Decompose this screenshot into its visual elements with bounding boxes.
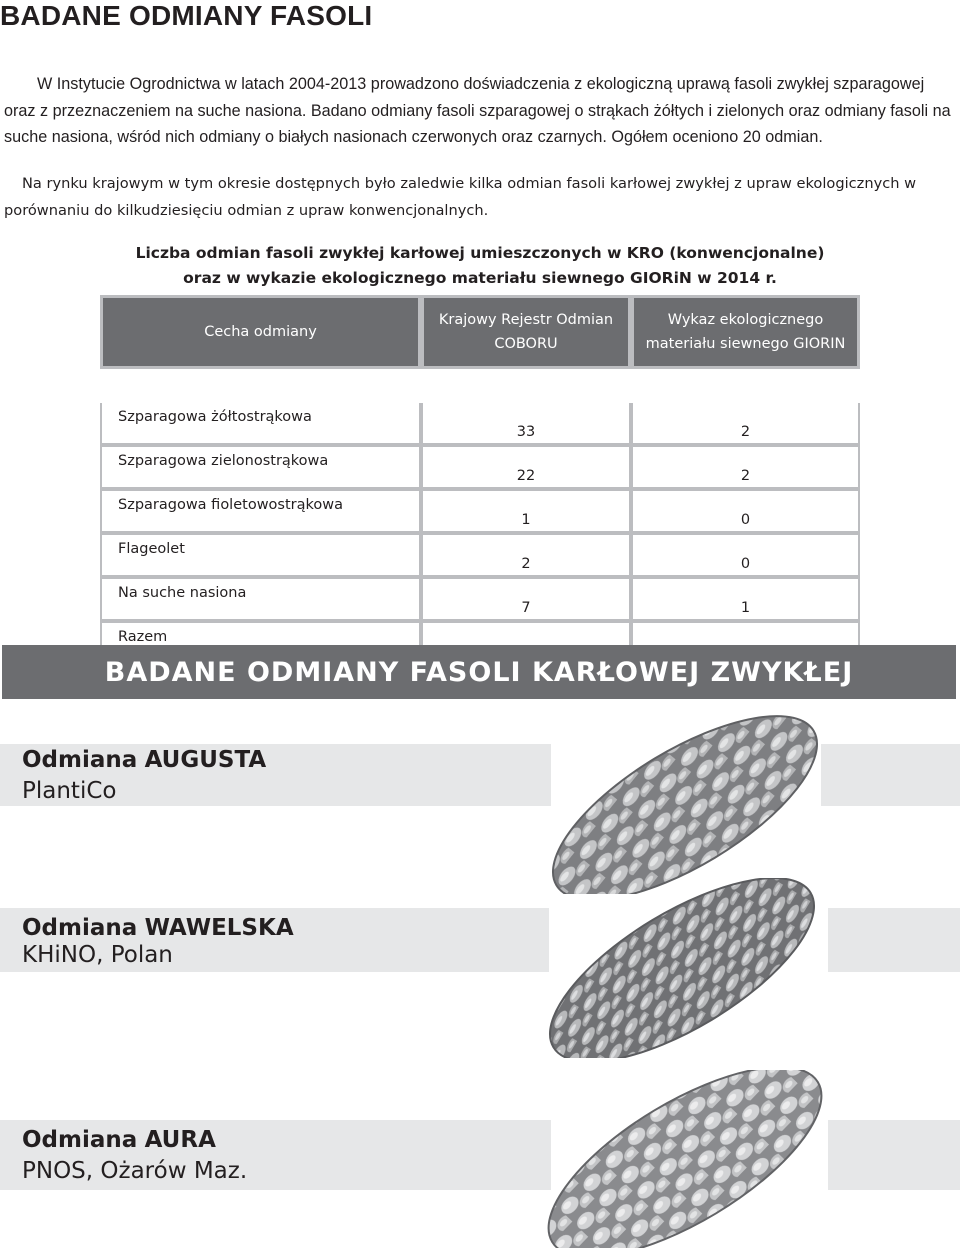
varieties-table (100, 295, 860, 665)
table-caption (0, 241, 960, 291)
variety-name (22, 745, 266, 775)
row-label: Flageolet (100, 533, 421, 577)
row-giorin-value: 2 (631, 445, 860, 489)
section-heading: BADANE ODMIANY FASOLI KARŁOWEJ ZWYKŁEJ (2, 645, 956, 699)
header-trait: Cecha odmiany (100, 295, 421, 369)
variety-band-right (821, 744, 960, 806)
beans-image (537, 878, 827, 1058)
variety-augusta (0, 720, 960, 890)
row-kro-value: 33 (421, 403, 631, 445)
row-giorin-value: 0 (631, 533, 860, 577)
variety-aura (0, 1070, 960, 1249)
variety-prefix: Odmiana (22, 1127, 138, 1153)
header-giorin: Wykaz ekologicznego materiału siewnego GIORIN (631, 295, 860, 369)
variety-prefix: Odmiana (22, 747, 138, 773)
row-label: Razem (100, 621, 421, 665)
table-row (100, 577, 860, 621)
variety-breeder: PlantiCo (22, 778, 117, 804)
variety-band-right (828, 908, 960, 972)
table-header-row (100, 295, 860, 369)
beans-image (540, 714, 830, 894)
table-caption-line1: Liczba odmian fasoli zwykłej karłowej umieszczonych w KRO (konwencjonalne) (135, 244, 825, 262)
table-row (100, 489, 860, 533)
row-kro-value: 2 (421, 533, 631, 577)
variety-name (22, 913, 294, 943)
row-giorin-value: 1 (631, 577, 860, 621)
row-kro-value: 1 (421, 489, 631, 533)
beans-image (535, 1070, 835, 1248)
variety-title: WAWELSKA (144, 915, 294, 941)
table-row (100, 533, 860, 577)
variety-name (22, 1125, 216, 1155)
row-label: Szparagowa żółtostrąkowa (100, 403, 421, 445)
row-kro-value: 7 (421, 577, 631, 621)
table-caption-line2: oraz w wykazie ekologicznego materiału siewnego GIORiN w 2014 r. (183, 269, 777, 287)
row-label: Szparagowa fioletowostrąkowa (100, 489, 421, 533)
intro-paragraph-text: W Instytucie Ogrodnictwa w latach 2004-2013 prowadzono doświadczenia z ekologiczną uprawą fasoli zwykłej szparagowej oraz z przeznaczeniem na suche nasiona. Badano odmiany fasoli szparagowej o strąkach żółtych i zielonych oraz odmiany fasoli na suche nasiona, wśród nich odmiany o białych nasionach czerwonych oraz czarnych. Ogółem oceniono 20 odmian. (4, 75, 951, 146)
table-row (100, 445, 860, 489)
row-giorin-value: 0 (631, 489, 860, 533)
variety-prefix: Odmiana (22, 915, 138, 941)
market-paragraph (4, 171, 958, 224)
header-kro: Krajowy Rejestr Odmian COBORU (421, 295, 631, 369)
variety-title: AURA (144, 1127, 216, 1153)
row-label: Szparagowa zielonostrąkowa (100, 445, 421, 489)
page-title: BADANE ODMIANY FASOLI (0, 0, 373, 31)
variety-breeder: KHiNO, Polan (22, 942, 173, 968)
variety-wawelska (0, 888, 960, 1058)
variety-breeder: PNOS, Ożarów Maz. (22, 1158, 248, 1184)
table-row (100, 403, 860, 445)
variety-title: AUGUSTA (144, 747, 267, 773)
row-kro-value: 22 (421, 445, 631, 489)
row-giorin-value: 2 (631, 403, 860, 445)
market-paragraph-text: Na rynku krajowym w tym okresie dostępnych było zaledwie kilka odmian fasoli karłowej zwykłej z upraw ekologicznych w porównaniu do kilkudziesięciu odmian z upraw konwencjonalnych. (4, 175, 917, 219)
intro-paragraph (4, 71, 958, 151)
row-label: Na suche nasiona (100, 577, 421, 621)
variety-band-right (828, 1120, 960, 1190)
